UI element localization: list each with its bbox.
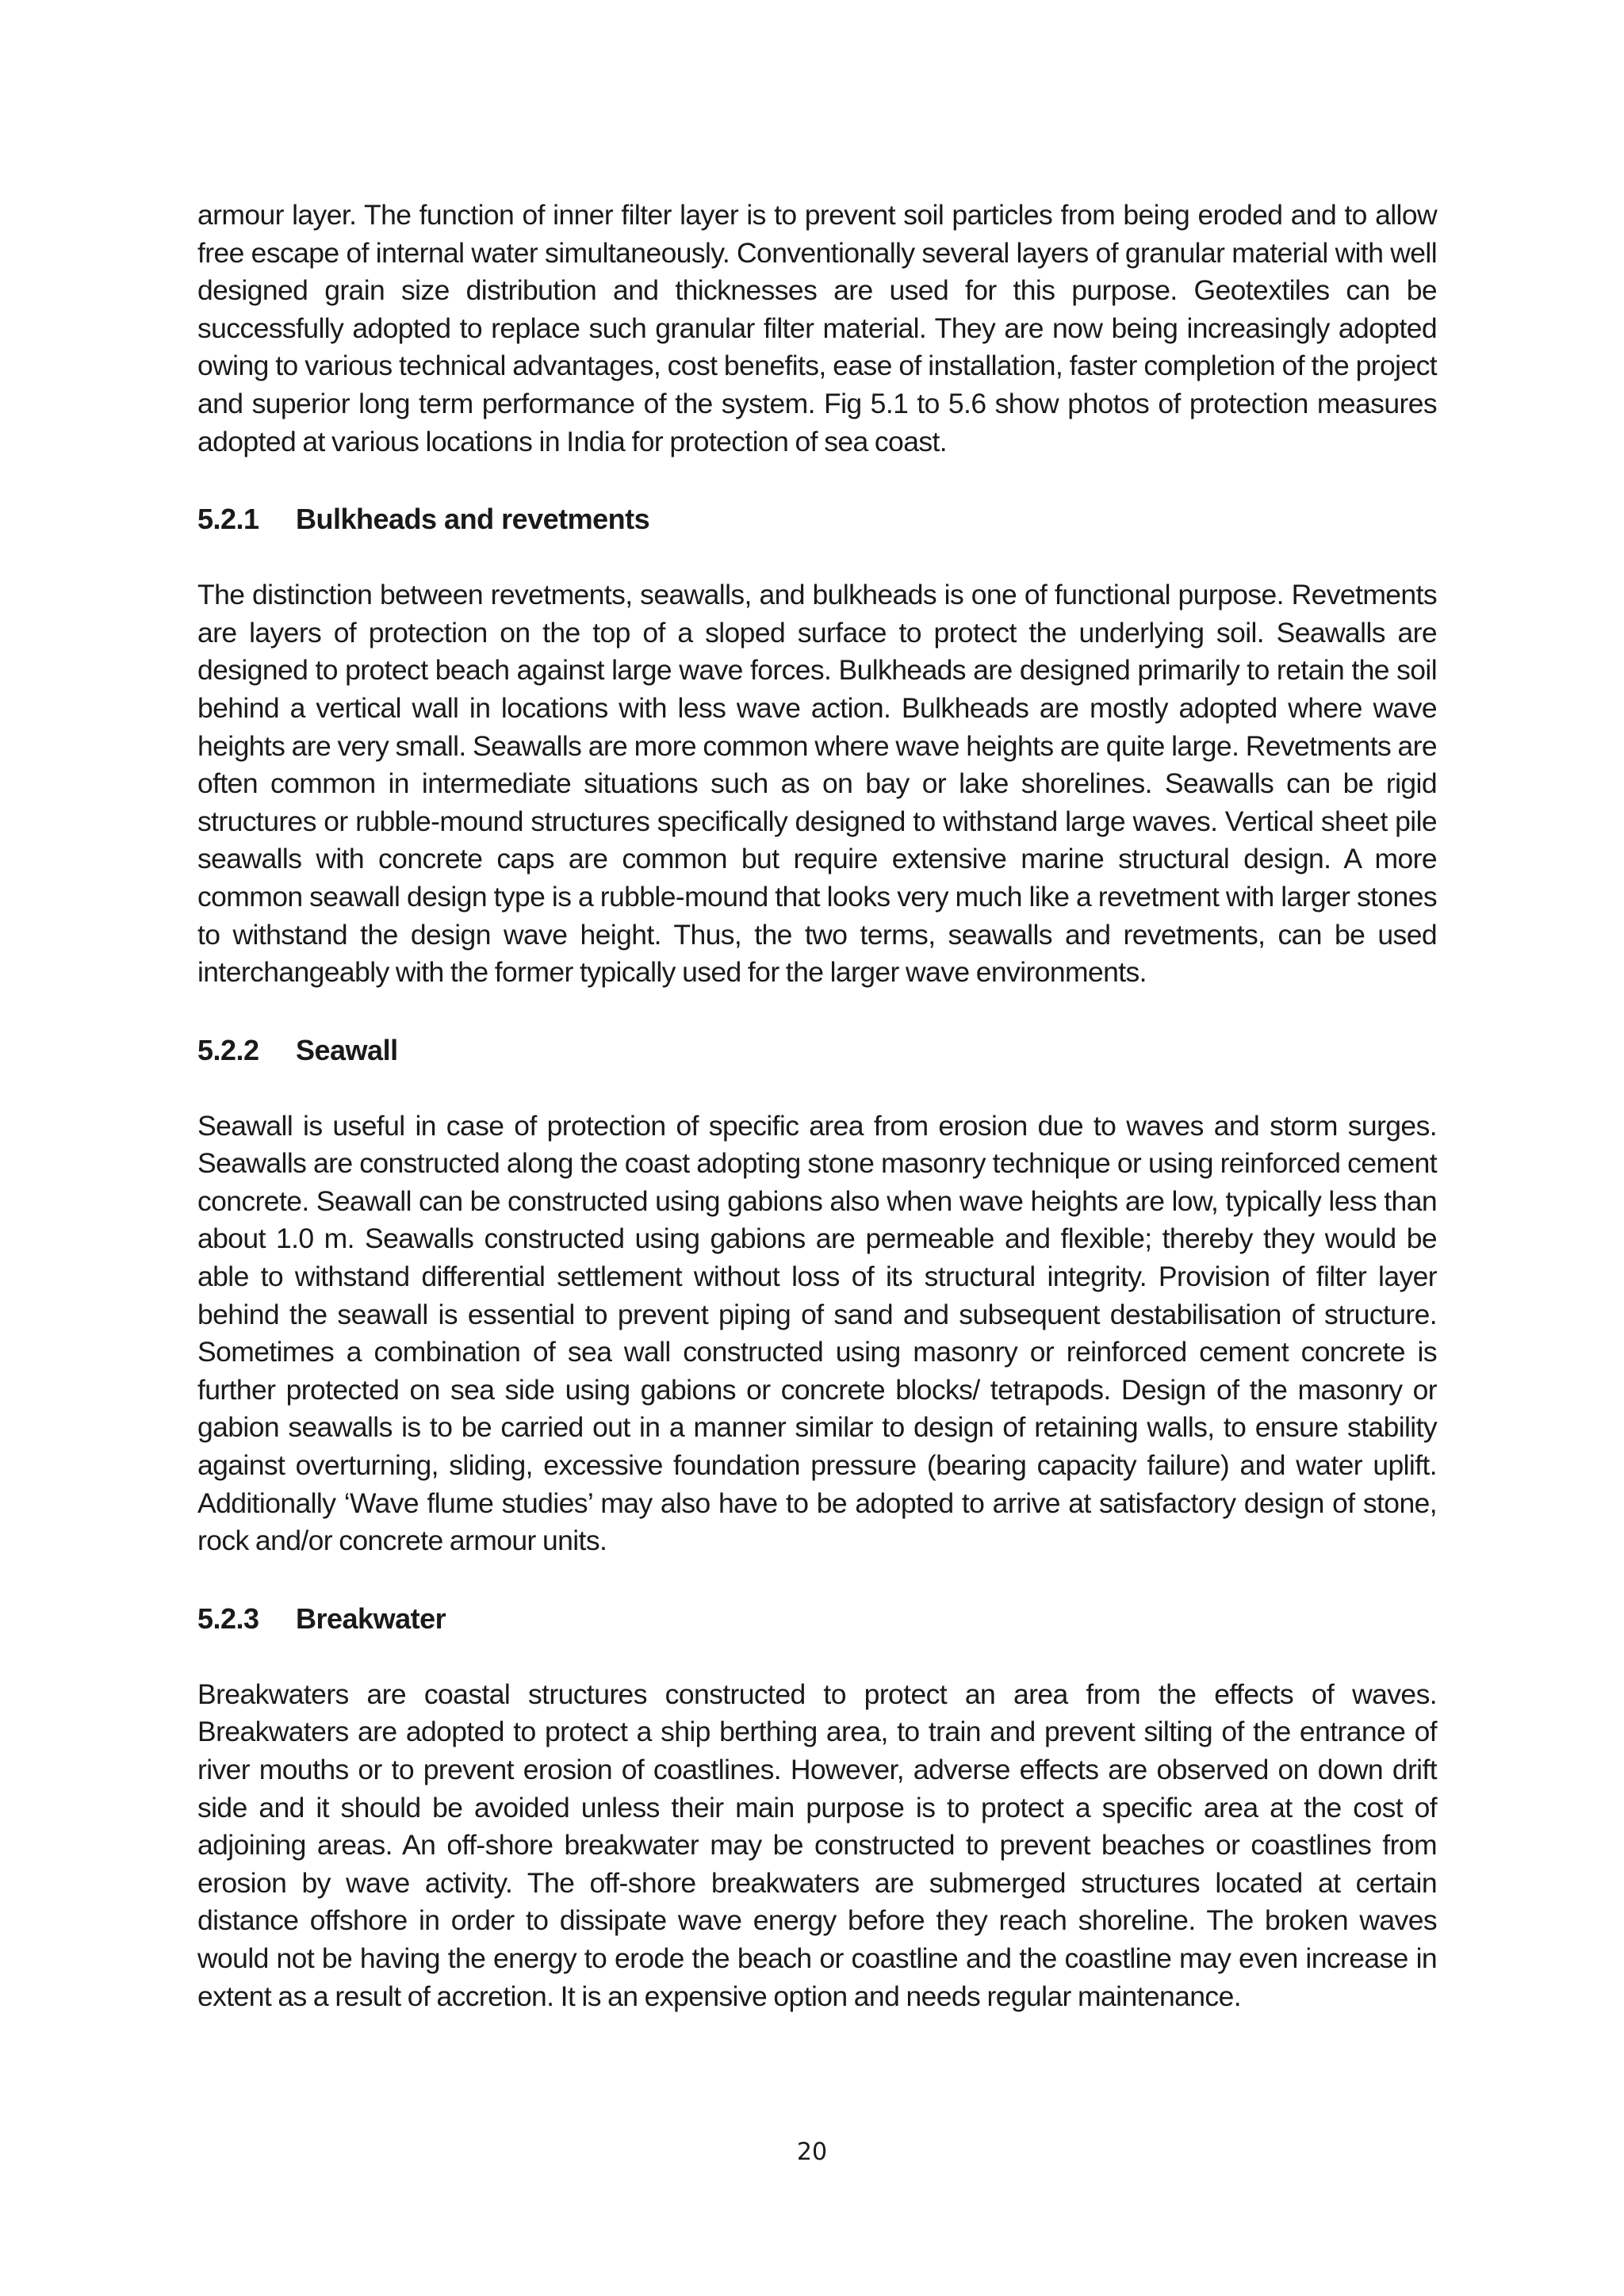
section-number: 5.2.3 xyxy=(197,1601,259,1635)
section-body-breakwater: Breakwaters are coastal structures constructed to protect an area from the effects of waves. Breakwaters are adopted to protect a ship berthing area, to train and prevent silting of the entrance of river mouths or to prevent erosion of coastlines. However, adverse effects are observed on down drift side and it should be avoided unless their main purpose is to protect a specific area at the cost of adjoining areas. An off-shore breakwater may be constructed to prevent beaches or coastlines from erosion by wave activity. The off-shore breakwaters are submerged structures located at certain distance offshore in order to dissipate wave energy before they reach shoreline. The broken waves would not be having the energy to erode the beach or coastline and the coastline may even increase in extent as a result of accretion. It is an expensive option and needs regular maintenance. xyxy=(197,1678,1437,2012)
page-content xyxy=(197,197,1437,2015)
section-body-seawall: Seawall is useful in case of protection of specific area from erosion due to waves and storm surges. Seawalls are constructed along the coast adopting stone masonry technique or using reinforced cement concrete. Seawall can be constructed using gabions also when wave heights are low, typically less than about 1.0 m. Seawalls constructed using gabions are permeable and flexible; thereby they would be able to withstand differential settlement without loss of its structural integrity. Provision of filter layer behind the seawall is essential to prevent piping of sand and subsequent destabilisation of structure. Sometimes a combination of sea wall constructed using masonry or reinforced cement concrete is further protected on sea side using gabions or concrete blocks/ tetrapods. Design of the masonry or gabion seawalls is to be carried out in a manner similar to design of retaining walls, to ensure stability against overturning, sliding, excessive foundation pressure (bearing capacity failure) and water uplift. Additionally ‘Wave flume studies’ may also have to be adopted to arrive at satisfactory design of stone, rock and/or concrete armour units. xyxy=(197,1109,1437,1557)
section-heading-seawall xyxy=(197,1031,1437,1070)
section-title: Seawall xyxy=(296,1033,398,1066)
section-body-bulkheads: The distinction between revetments, seawalls, and bulkheads is one of functional purpose. Revetments are layers of protection on the top of a sloped surface to protect the underlying soil. Seawalls are designed to protect beach against large wave forces. Bulkheads are designed primarily to retain the soil behind a vertical wall in locations with less wave action. Bulkheads are mostly adopted where wave heights are very small. Seawalls are more common where wave heights are quite large. Revetments are often common in intermediate situations such as on bay or lake shorelines. Seawalls can be rigid structures or rubble-mound structures specifically designed to withstand large waves. Vertical sheet pile seawalls with concrete caps are common but require extensive marine structural design. A more common seawall design type is a rubble-mound that looks very much like a revetment with larger stones to withstand the design wave height. Thus, the two terms, seawalls and revetments, can be used interchangeably with the former typically used for the larger wave environments. xyxy=(197,579,1437,989)
section-title: Breakwater xyxy=(296,1601,446,1635)
section-heading-bulkheads xyxy=(197,500,1437,538)
section-number: 5.2.2 xyxy=(197,1033,259,1066)
section-heading-breakwater xyxy=(197,1600,1437,1638)
section-number: 5.2.1 xyxy=(197,503,259,536)
section-title: Bulkheads and revetments xyxy=(296,503,650,536)
intro-paragraph: armour layer. The function of inner filter layer is to prevent soil particles from being eroded and to allow free escape of internal water simultaneously. Conventionally several layers of granular material with well designed grain size distribution and thicknesses are used for this purpose. Geotextiles can be successfully adopted to replace such granular filter material. They are now being increasingly adopted owing to various technical advantages, cost benefits, ease of installation, faster completion of the project and superior long term performance of the system. Fig 5.1 to 5.6 show photos of protection measures adopted at various locations in India for protection of sea coast. xyxy=(197,199,1437,457)
page-number: 20 xyxy=(796,2138,828,2166)
